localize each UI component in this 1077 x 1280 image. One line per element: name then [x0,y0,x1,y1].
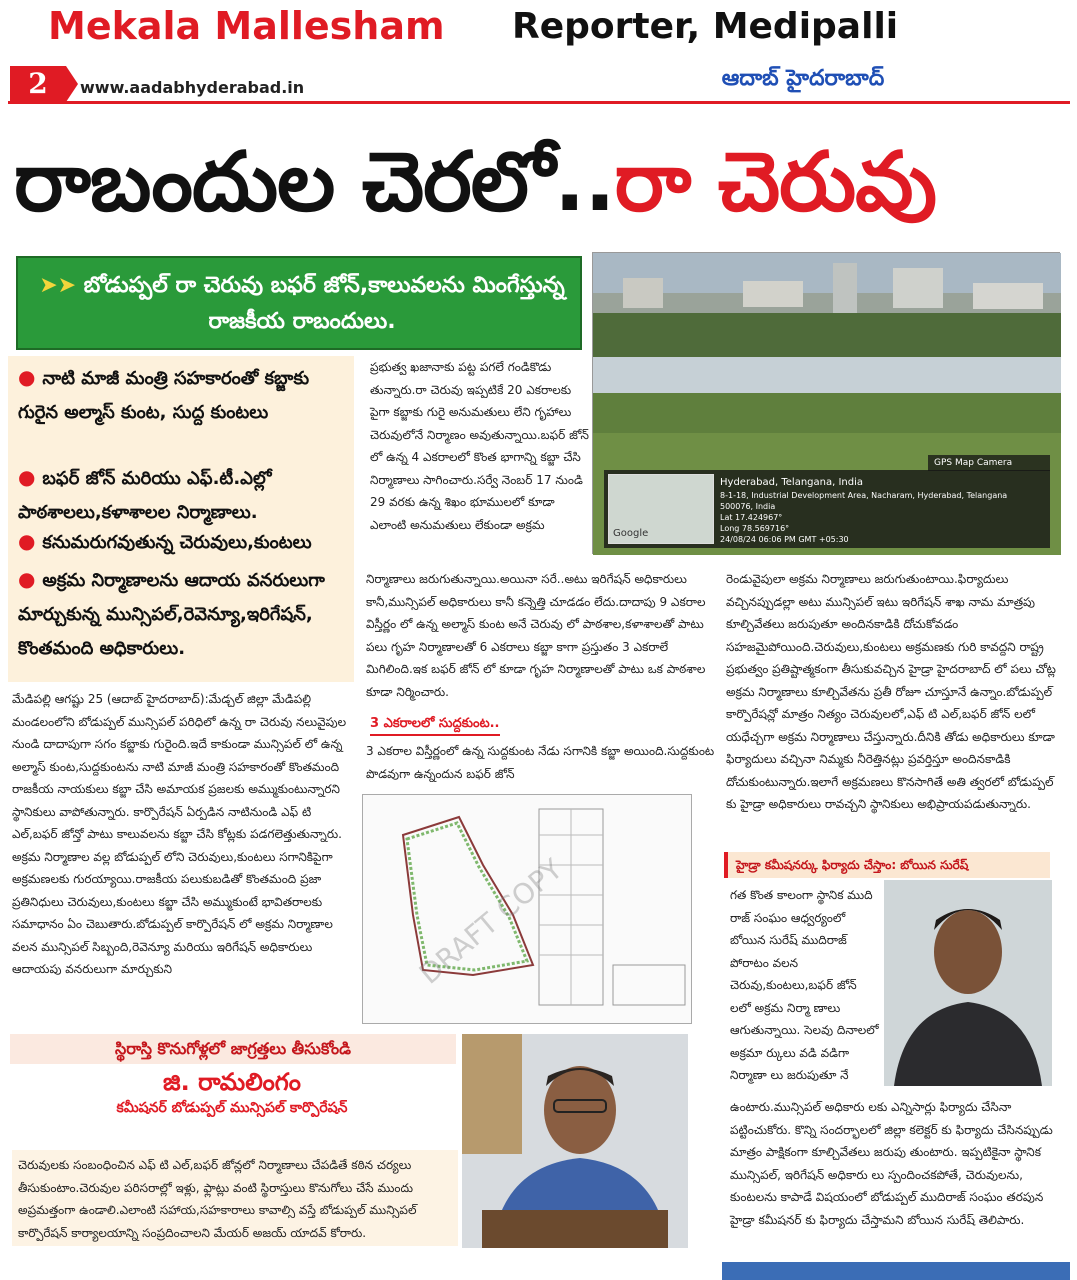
article-middle-after: 3 ఎకరాల విస్తీర్ణంలో ఉన్న సుద్దకుంట నేడు సగానికి కబ్జా అయింది.సుద్దకుంట పొడవుగా ఉన్నందున బఫర్ జోన్ [366,744,718,781]
survey-map [362,794,692,1024]
map-watermark: DRAFT COPY [412,852,569,991]
person-photo-graphic [884,880,1052,1086]
page-number: 2 [10,66,66,102]
bullet-dot-icon: ● [18,365,43,389]
bullet-item: ● బఫర్ జోన్ మరియు ఎఫ్.టీ.ఎల్లో పాఠశాలలు,కళాశాలల నిర్మాణాలు. [18,465,272,523]
article-right-column: రెండువైపులా అక్రమ నిర్మాణాలు జరుగుతుంటాయి.ఫిర్యాదులు వచ్చినప్పుడల్లా అటు మున్సిపల్ ఇటు ఇరిగేషన్ శాఖ నామ మాత్రపు కూల్చివేతలు జరుపుతూ అందినకాడికి దోచుకోవడం సహజమైపోయింది.చెరువులు,కుంటలు అక్రమణకు గురి కావద్దని రాష్ట్ర ప్రభుత్వం ప్రతిష్టాత్మకంగా తీసుకువచ్చిన హైడ్రా హైదరాబాద్ లో పలు చోట్ల అక్రమ నిర్మాణాలు కూల్చివేతను ప్రతీ రోజూ చూస్తూనే ఉన్నాం.బోడుప్పల్ కార్పొరేషన్లో మాత్రం నిత్యం చెరువులలో,ఎఫ్ టి ఎల్,బఫర్ జోన్ లలో యధేచ్చగా అక్రమ నిర్మాణాలు చేస్తున్నారు.దీనికి తోడు అధికారులు కూడా ఫిర్యాదులు వచ్చినా నిమ్మకు నీరెత్తినట్లు ప్రవర్తిస్తూ అందినకాడికి దోచుకుంటున్నారు.ఇలాగే అక్రమణలు కొనసాగితే అతి త్వరలో బోడుప్పల్ కు హైడ్రా అధికారులు రావచ్చని స్థానికులు అభిప్రాయపడుతున్నారు. [726,572,1060,811]
masthead-logo: ఆదాబ్ హైదరాబాద్ [721,66,885,91]
bullet-item: ● నాటి మాజీ మంత్రి సహకారంతో కబ్జాకు గురైన అల్మాస్ కుంట, సుద్ద కుంటలు [18,365,310,423]
headline-part1: రాబందుల చెరలో.. [14,135,615,230]
bullet-dot-icon: ● [18,529,43,553]
property-notice-heading: స్థిరాస్తి కొనుగోళ్లలో జాగ్రత్తలు తీసుకోండి [10,1034,456,1064]
bottom-image-strip [722,1262,1070,1280]
commissioner-name: జి. రామలింగం [163,1068,301,1096]
article-middle-wide: నిర్మాణాలు జరుగుతున్నాయి.అయినా సరే..అటు ఇరిగేషన్ అధికారులు కానీ,మున్సిపల్ అధికారులు కానీ కన్నెత్తి చూడడం లేదు.దాదాపు 9 ఎకరాల విస్తీర్ణం లో ఉన్న అల్మాస్ కుంట అనే చెరువు లో పాఠశాల,కళాశాలతో పాటు పలు గృహ నిర్మాణాలతో 6 ఎకరాలు కబ్జా కాగా ప్రస్తుతం 3 ఎకరాలే మిగిలింది.ఇక బఫర్ జోన్ లో కూడా గృహ నిర్మాణాలతో పాటు ఒక పాఠశాల కూడా నిర్మించారు. [366,572,710,699]
reporter-title: Reporter, Medipalli [512,6,899,47]
boina-suresh-photo [884,880,1052,1086]
article-left-column: మేడిపల్లి ఆగష్టు 25 (ఆదాబ్ హైదరాబాద్):మేడ్చల్ జిల్లా మేడిపల్లి మండలంలోని బోడుప్పల్ మున్సిపల్ పరిధిలో ఉన్న రా చెరువు నలువైపుల నుండి దాదాపుగా సగం కబ్జాకు గురైంది.ఇదే కాకుండా మున్సిపల్ లో ఉన్న అల్మాస్ కుంట,సుద్దకుంటను నాటి మాజీ మంత్రి సహకారంతో కొంతమంది రాజకీయ నాయకులు కబ్జా చేసి అమాయక ప్రజలకు అమ్ముకుంటున్నారని స్థానికులు వాపోతున్నారు. కార్పొరేషన్ ఏర్పడిన నాటినుండి ఎఫ్ టి ఎల్,బఫర్ జోన్తో పాటు కాలువలను కబ్జా చేసి కోట్లకు పడగలెత్తుతున్నారు. అక్రమ నిర్మాణాల వల్ల బోడుప్పల్ లోని చెరువులు,కుంటలు సగానికిపైగా అక్రమణలకు గురయ్యాయి.రాజకీయ పలుకుబడితో కొంతమంది ప్రజా ప్రతినిధులు చెరువులు,కుంటలు కబ్జా చేసి అమ్ముకుంటే భావితరాలకు సమాధానం ఏం చెబుతారు.బోడుప్పల్ కార్పొరేషన్ లో అక్రమ నిర్మాణాల వలన మున్సిపల్ సిబ్బంది,రెవెన్యూ మరియు ఇరిగేషన్ అధికారులు ఆదాయపు వనరులుగా మార్చుకుని [12,692,350,976]
commissioner-designation: కమీషనర్ బోడుప్పల్ మున్సిపల్ కార్పొరేషన్ [116,1100,348,1116]
complaint-text-bottom: ఉంటారు.మున్సిపల్ అధికారు లకు ఎన్నిసార్లు ఫిర్యాదు చేసినా పట్టించుకోరు. కొన్ని సందర్భాలలో జిల్లా కలెక్టర్ కు ఫిర్యాదు చేసినప్పుడు మాత్రం పాక్షికంగా కూల్చివేతలు జరుపు తుంటారు. ఇప్పటికైనా స్థానిక మున్సిపల్, ఇరిగేషన్ అధికారు లు స్పందించకపోతే, చెరువులను, కుంటలను కాపాడే విషయంలో బోడుప్పల్ ముదిరాజ్ సంఘం తరపున హైడ్రా కమీషనర్ కు ఫిర్యాదు చేస్తామని బోయిన సురేష్ తెలిపారు. [730,1100,1057,1227]
bullet-item: ● అక్రమ నిర్మాణాలను ఆదాయ వనరులుగా మార్చుకున్న మున్సిపల్,రెవెన్యూ,ఇరిగేషన్, కొంతమంది అధికారులు. [18,567,325,659]
page-arrow-icon [66,66,78,102]
double-arrow-icon: ➤➤ [39,273,77,298]
subheadline-text: బోడుప్పల్ రా చెరువు బఫర్ జోన్,కాలువలను మింగేస్తున్న రాజకీయ రాబందులు. [83,273,565,334]
gps-timestamp: 24/08/24 06:06 PM GMT +05:30 [720,535,849,544]
gps-location: Hyderabad, Telangana, India [720,477,864,488]
property-notice-text: చెరువులకు సంబంధించిన ఎఫ్ టి ఎల్,బఫర్ జోన్లలో నిర్మాణాలు చేపడితే కఠిన చర్యలు తీసుకుంటాం.చెరువుల పరిసరాల్లో ఇళ్లు, ఫ్లాట్లు వంటి స్థిరాస్తులు కొనుగోలు చేసే ముందు అప్రమత్తంగా ఉండాలి.ఎలాంటి సహాయ,సహకారాలు కావాల్సి వస్తే బోడుప్పల్ మున్సిపల్ కార్పొరేషన్ కార్యాలయాన్ని సంప్రదించాలని మేయర్ అజయ్ యాదవ్ కోరారు. [12,1150,458,1246]
subhead-suddakunta: 3 ఎకరాలలో సుద్దకుంట.. [370,716,500,736]
complaint-heading: హైడ్రా కమీషనర్కు ఫిర్యాదు చేస్తాం: బోయిన సురేష్ [724,852,1050,878]
article-middle-top: ప్రభుత్వ ఖజానాకు పట్ట పగలే గండికొడు తున్నారు.రా చెరువు ఇప్పటికే 20 ఎకరాలకు పైగా కబ్జాకు గురై అనుమతులు లేని గృహాలు చెరువులోనే నిర్మాణం అవుతున్నాయి.బఫర్ జోన్ లో ఉన్న 4 ఎకరాలలో కొంత భాగాన్ని కబ్జా చేసి నిర్మాణాలు సాగించారు.సర్వే నెంబర్ 17 నుండి 29 వరకు ఉన్న శిఖం భూములలో కూడా ఎలాంటి అనుమతులు లేకుండా అక్రమ [370,360,593,532]
headline [14,118,1064,248]
gps-camera-label: GPS Map Camera [928,455,1050,471]
ramalingam-photo [462,1034,688,1248]
reporter-name: Mekala Mallesham [48,4,445,48]
gps-lat: Lat 17.424967° [720,513,783,522]
headline-part2: రా చెరువు [614,135,937,230]
bullet-dot-icon: ● [18,465,43,489]
subheadline-box [16,256,582,350]
official-photo-graphic [462,1034,688,1248]
gps-address: 8-1-18, Industrial Development Area, Nacharam, Hyderabad, Telangana 500076, India [720,491,1008,511]
bullet-points-box [8,356,354,682]
google-label: Google [613,528,649,539]
bullet-item: ● కనుమరుగవుతున్న చెరువులు,కుంటలు [18,529,312,553]
bullet-dot-icon: ● [18,567,43,591]
gps-long: Long 78.569716° [720,524,790,533]
complaint-text-narrow: గత కొంత కాలంగా స్థానిక ముది రాజ్ సంఘం ఆధ్వర్యంలో బోయిన సురేష్ ముదిరాజ్ పోరాటం వలన చెరువు,కుంటలు,బఫర్ జోన్ లలో అక్రమ నిర్మా ణాలు ఆగుతున్నాయి. సెలవు దినాలలో అక్రమా ర్కులు వడి వడిగా నిర్మాణా లు జరుపుతూ నే [730,888,883,1082]
gps-map-thumbnail [608,474,714,544]
website-url: www.aadabhyderabad.in [80,78,305,97]
